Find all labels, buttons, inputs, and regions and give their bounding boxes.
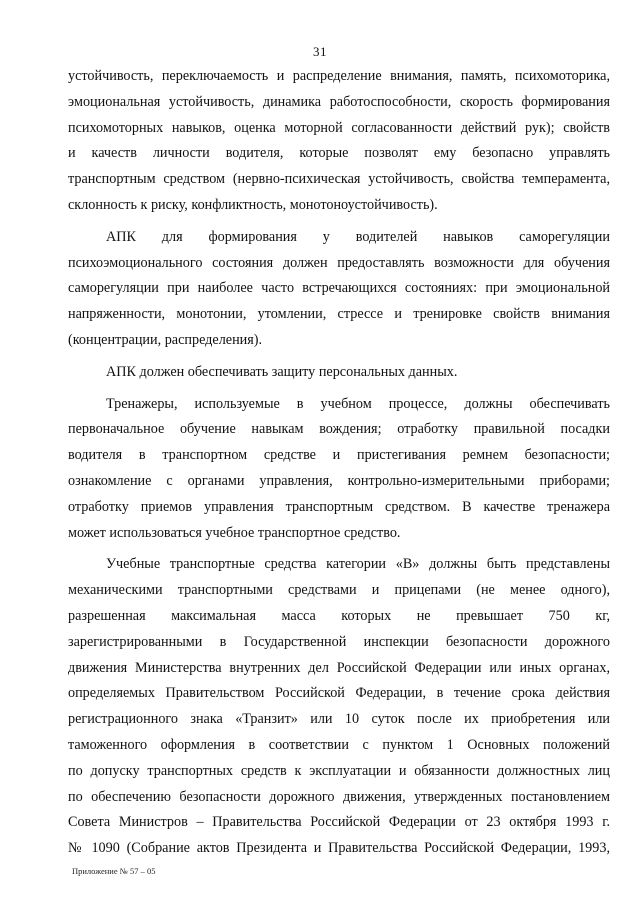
text-line: движения Министерства внутренних дел Российской Федерации или иных органах, [68,659,610,676]
text-line: механическими транспортными средствами и прицепами (не менее одного), [68,582,610,599]
text-line: и качеств личности водителя, которые позволят ему безопасно управлять [68,145,610,162]
text-line: психоэмоционального состояния должен предоставлять возможности для обучения [68,254,610,271]
page-number: 31 [313,44,327,59]
text-line: по допуску транспортных средств к эксплуатации и обязанности должностных лиц [68,762,610,779]
paragraph [68,225,610,354]
text-line: АПК должен обеспечивать защиту персональных данных. [106,363,458,380]
footer-note: Приложение № 57 – 05 [72,866,156,876]
text-line: водителя в транспортном средстве и пристегивания ремнем безопасности; [68,447,610,464]
paragraph [68,64,610,219]
text-line: определяемых Правительством Российской Федерации, в течение срока действия [68,685,610,702]
text-line: психомоторных навыков, оценка моторной согласованности действий рук); свойств [68,119,610,136]
text-line: отработку приемов управления транспортным средством. В качестве тренажера [68,498,610,515]
text-line: первоначальное обучение навыкам вождения; отработку правильной посадки [68,421,610,438]
text-line: Учебные транспортные средства категории «B» должны быть представлены [106,556,610,573]
text-line: ознакомление с органами управления, контрольно-измерительными приборами; [68,472,610,489]
text-line: устойчивость, переключаемость и распределение внимания, память, психомоторика, [68,68,610,84]
text-line: по обеспечению безопасности дорожного движения, утвержденных постановлением [68,788,610,805]
text-line: АПК для формирования у водителей навыков саморегуляции [106,228,610,245]
text-line: № 1090 (Собрание актов Президента и Правительства Российской Федерации, 1993, [68,840,610,857]
text-line: зарегистрированными в Государственной инспекции безопасности дорожного [68,633,610,650]
text-line: склонность к риску, конфликтность, монотоноустойчивость). [68,196,438,213]
document-body [68,64,610,862]
text-line: эмоциональная устойчивость, динамика работоспособности, скорость формирования [68,93,610,110]
paragraph [68,392,610,547]
text-line: разрешенная максимальная масса которых не превышает 750 кг, [68,607,610,624]
text-line: саморегуляции при наиболее часто встречающихся состояниях: при эмоциональной [68,280,610,297]
text-line: Совета Министров – Правительства Российской Федерации от 23 октября 1993 г. [68,814,610,831]
text-line: напряженности, монотонии, утомлении, стрессе и тренировке свойств внимания [68,306,610,323]
text-line: (концентрации, распределения). [68,331,263,348]
text-line: может использоваться учебное транспортное средство. [68,524,401,541]
text-line: регистрационного знака «Транзит» или 10 суток после их приобретения или [68,711,610,728]
text-line: Тренажеры, используемые в учебном процессе, должны обеспечивать [106,395,610,412]
paragraph [68,552,610,862]
text-line: транспортным средством (нервно-психическая устойчивость, свойства темперамента, [68,171,610,188]
text-line: таможенного оформления в соответствии с пунктом 1 Основных положений [68,736,610,753]
paragraph [68,360,610,386]
